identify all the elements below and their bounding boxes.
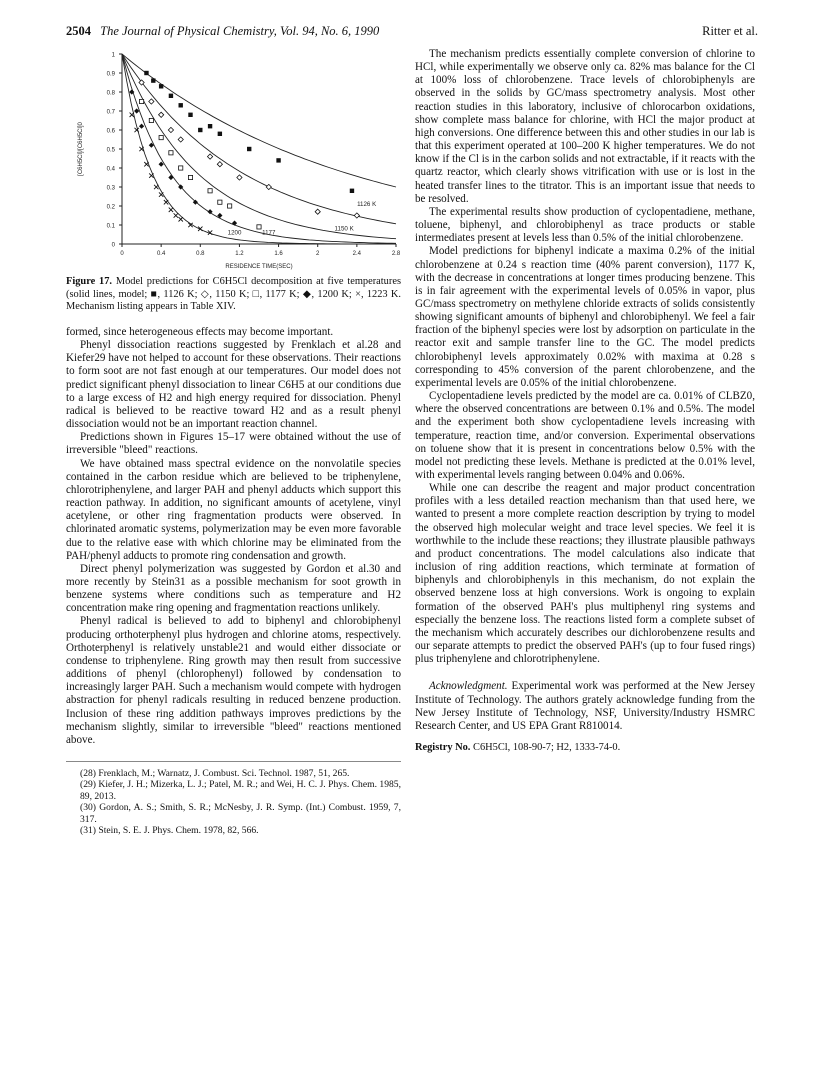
figure-17-chart — [66, 44, 406, 276]
curve-label: 1126 K — [357, 201, 377, 208]
data-point-1150k — [149, 99, 154, 104]
data-point-1150k — [168, 127, 173, 132]
paragraph: Cyclopentadiene levels predicted by the model are ca. 0.01% of CLBZ0, where the observed concentrations are between 0.1% and 0.5%. The model and the experiment both show cyclopentadiene levels increasing with temperature, reaction time, and/or conversion. Experimental observations on toluene show that it is present in concentrations below 0.5% with the model not predicting these levels. Methane is predicted at the 0.01% level, with experimental levels ranging between 0.04% and 0.06%. — [415, 390, 755, 481]
right-column — [415, 48, 755, 754]
references-list — [66, 761, 401, 836]
data-point-1126k — [247, 147, 251, 151]
figure-caption-label: Figure 17. — [66, 276, 113, 287]
data-point-1126k — [208, 124, 212, 128]
data-point-1126k — [276, 158, 280, 162]
curve-label: 1200 — [227, 229, 242, 237]
left-column — [66, 326, 401, 836]
acknowledgment — [415, 680, 755, 733]
reference-item: (31) Stein, S. E. J. Phys. Chem. 1978, 82, 566. — [80, 825, 259, 837]
data-point-1150k — [207, 154, 212, 159]
data-point-1177k — [218, 200, 222, 204]
data-point-1126k — [179, 103, 183, 107]
data-point-1200k — [139, 124, 144, 129]
data-point-1150k — [237, 175, 242, 180]
figure-caption — [66, 276, 401, 314]
data-point-1126k — [144, 71, 148, 75]
running-header-authors: Ritter et al. — [702, 24, 758, 38]
data-point-1150k — [266, 184, 271, 189]
paragraph: We have obtained mass spectral evidence on the nonvolatile species contained in the carbon residue which are believed to be triphenylene, chlorotriphenylene, and larger PAH and phenyl adducts which support this reaction pathway. In addition, no significant amounts of acetylene, vinyl acetylene, or other ring fragmentation products were observed. In chlorinated aromatic systems, polymerization may be even more favorable due to the relative ease with which chlorine may be eliminated from the PAH/phenyl adducts to promote ring condensation and growth. — [66, 457, 401, 562]
registry-text: C6H5Cl, 108-90-7; H2, 1333-74-0. — [473, 741, 621, 753]
data-point-1150k — [315, 209, 320, 214]
reference-item: (28) Frenklach, M.; Warnatz, J. Combust. Sci. Technol. 1987, 51, 265. — [80, 768, 350, 779]
y-tick-label: 0.5 — [106, 147, 115, 154]
data-point-1223k — [159, 192, 163, 196]
acknowledgment-label: Acknowledgment. — [429, 680, 508, 693]
x-tick-label: 0.4 — [156, 251, 166, 257]
model-curve — [122, 54, 396, 187]
x-tick-label: 2.4 — [352, 251, 362, 257]
paragraph: Model predictions for biphenyl indicate a maxima 0.2% of the initial chlorobenzene at 0.24 s reaction time (40% parent conversion), 1177 K, with the decrease in concentrations at longer times producing benzene. This is in fair agreement with the experimental levels of 0.05% in vapor, plus GC/mass spectrometry on methylene chloride extracts of solids consistently showing significant amounts of biphenyl and chlorobiphenyl. We feel a fair fraction of the biphenyl species were lost by adsorption on particulate in the reactor exit and sample transfer line to the GC. The model predicts chlorobiphenyl levels approximately 0.02% with maxima at 0.28 s corresponding to 45% conversion of the parent chlorobenzene, and the experimental levels are 0.05% of the initial chlorobenzene. — [415, 245, 755, 389]
data-point-1126k — [218, 132, 222, 136]
data-point-1177k — [208, 189, 212, 193]
curve-label: 1150 K — [334, 225, 354, 233]
data-point-1177k — [257, 225, 261, 229]
data-point-1223k — [154, 185, 158, 189]
acknowledgment-text: Experimental work was performed at the New Jersey Institute of Technology. The authors grately acknowledge funding from the New Jersey Institute of Technology, NSF, University/Industry HSMRC Research Center, and US EPA Grant R810014. — [415, 680, 755, 732]
data-point-1200k — [232, 221, 237, 226]
data-point-1200k — [168, 175, 173, 180]
running-header-left — [66, 24, 379, 39]
data-point-1223k — [144, 162, 148, 166]
x-tick-label: 0 — [120, 251, 124, 257]
x-axis-label: RESIDENCE TIME(SEC) — [225, 264, 293, 270]
paragraph: Predictions shown in Figures 15–17 were obtained without the use of irreversible "bleed" reactions. — [66, 431, 401, 457]
y-tick-label: 0 — [111, 242, 115, 249]
paragraph: While one can describe the reagent and major product concentration profiles with a less detailed reaction mechanism than that used here, we wanted to present a more complete reaction description by trying to model the observed high molecular weight and trace level species. We feel it is worthwhile to the include these reactions; they illustrate plausible pathways and product concentrations. The model calculations also indicate that inclusion of ring addition reactions, which terminate at formation of biphenyls and chlorobiphenyls in this mechanism, do not explain the observed benzene loss at high conversions. Work is ongoing to explain formation of the observed PAH's plus multiphenyl ring systems and especially the benzene loss. The reactions listed form a complete subset of the mechanism which accurately describes our dichlorobenzene results and our separate attempts to predict the observed PAH's (up to four fused rings) plus triphenylene and chlorotriphenylene. — [415, 482, 755, 666]
x-tick-label: 0.8 — [196, 251, 205, 257]
data-point-1126k — [350, 189, 354, 193]
data-point-1150k — [178, 137, 183, 142]
data-point-1223k — [169, 208, 173, 212]
page-number: 2504 — [66, 24, 91, 38]
registry-numbers — [415, 741, 755, 754]
data-point-1126k — [151, 78, 155, 82]
y-tick-label: 0.6 — [106, 128, 115, 135]
y-tick-label: 0.3 — [106, 185, 115, 192]
data-point-1223k — [179, 217, 183, 221]
y-tick-label: 0.9 — [106, 71, 115, 78]
data-point-1150k — [159, 112, 164, 117]
data-point-1177k — [159, 136, 163, 140]
paragraph: The experimental results show production of cyclopentadiene, methane, toluene, biphenyl, and chlorobiphenyl as trace products or stable intermediates present at levels less than 0.5% of the initial chlorobenzene. — [415, 205, 755, 245]
data-point-1126k — [188, 113, 192, 117]
data-point-1177k — [149, 118, 153, 122]
data-point-1177k — [139, 99, 143, 103]
paragraph: Phenyl dissociation reactions suggested by Frenklach et al.28 and Kiefer29 have not helped to account for these observations. Their reactions to form soot are not fast enough at our temperatures. Our model does not predict significant phenyl dissociation to linear C6H5 at our conditions due to a large excess of H2 and high energy required for dissociation. Phenyl radical is believed to be reactive toward H2 and as a result phenyl dissociation would not be an important reaction channel. — [66, 339, 401, 431]
paragraph: formed, since heterogeneous effects may become important. — [66, 326, 334, 338]
data-point-1177k — [169, 151, 173, 155]
y-axis-label: [C6H5Cl]/[C6H5Cl]0 — [78, 122, 84, 176]
paragraph: Phenyl radical is believed to add to biphenyl and chlorobiphenyl producing orthoterphenyl plus hydrogen and chlorine atoms, respectively. Orthoterphenyl is relatively unstable21 and would either dissociate or condense to triphenylene. Ring growth may then result from successive additions of phenyl (chlorophenyl) followed by condensation to increasingly larger PAH. Such a mechanism would compete with hydrogen abstraction for phenyl radicals resulting in reduced benzene production. Inclusion of these ring addition pathways improves predictions by the mechanism slightly, similar to irreversible "bleed" reactions mentioned above. — [66, 615, 401, 746]
reference-item: (29) Kiefer, J. H.; Mizerka, L. J.; Patel, M. R.; and Wei, H. C. J. Phys. Chem. 1985, 89, 2013. — [80, 779, 401, 802]
registry-label: Registry No. — [415, 741, 471, 753]
data-point-1223k — [174, 213, 178, 217]
data-point-1223k — [164, 200, 168, 204]
y-tick-label: 0.2 — [106, 204, 115, 211]
data-point-1177k — [188, 175, 192, 179]
data-point-1177k — [179, 166, 183, 170]
paragraph: The mechanism predicts essentially complete conversion of chlorine to HCl, while experimentally we observe only ca. 82% mas balance for the Cl at 100% loss of chlorobenzene. Trace levels of chlorobiphenyls are observed in the solids by GC/mass spectrometry analysis. Most other reaction studies in this laboratory, inclusive of chlorocarbon oxidations, show complete mass balance for chlorine, with HCl the major product at high conversions. One difference between this and other studies in our lab is that this experiment operated at 100–200 K higher temperatures. We do not know if the Cl is in the carbon solids and not extractable, if it reacts with the quartz reactor, which clearly shows vitrification with use or is lost in the heated transfer lines to the titrator. This is an important issue that needs to be resolved. — [415, 48, 755, 205]
x-tick-label: 1.2 — [235, 251, 244, 257]
data-point-1177k — [228, 204, 232, 208]
x-tick-label: 1.6 — [274, 251, 283, 257]
data-point-1150k — [217, 162, 222, 167]
figure-caption-text: Model predictions for C6H5Cl decomposition at five temperatures (solid lines, model; ■, 1126 K; ◇, 1150 K; □, 1177 K; ◆, 1200 K; ×, 1223 K. Mechanism listing appears in Table XIV. — [66, 276, 401, 312]
y-tick-label: 0.1 — [106, 223, 115, 230]
y-tick-label: 0.4 — [106, 166, 115, 173]
y-tick-label: 1 — [111, 52, 115, 59]
x-tick-label: 2.8 — [391, 251, 401, 257]
data-point-1126k — [198, 128, 202, 132]
data-point-1150k — [354, 213, 359, 218]
y-tick-label: 0.8 — [106, 90, 115, 97]
model-curve — [122, 54, 396, 239]
x-tick-label: 2 — [316, 251, 320, 257]
paragraph: Direct phenyl polymerization was suggested by Gordon et al.30 and more recently by Stein31 as a possible mechanism for soot growth in benzene systems where conditions such as temperature and H2 concentration make ring opening and fragmentation reactions unlikely. — [66, 562, 401, 615]
reference-item: (30) Gordon, A. S.; Smith, S. R.; McNesby, J. R. Symp. (Int.) Combust. 1959, 7, 317. — [80, 802, 401, 825]
data-point-1126k — [169, 94, 173, 98]
data-point-1126k — [159, 84, 163, 88]
journal-citation: The Journal of Physical Chemistry, Vol. 94, No. 6, 1990 — [100, 24, 380, 38]
data-point-1223k — [130, 113, 134, 117]
y-tick-label: 0.7 — [106, 109, 115, 116]
data-point-1223k — [134, 128, 138, 132]
curve-label: 1177 — [262, 229, 276, 237]
